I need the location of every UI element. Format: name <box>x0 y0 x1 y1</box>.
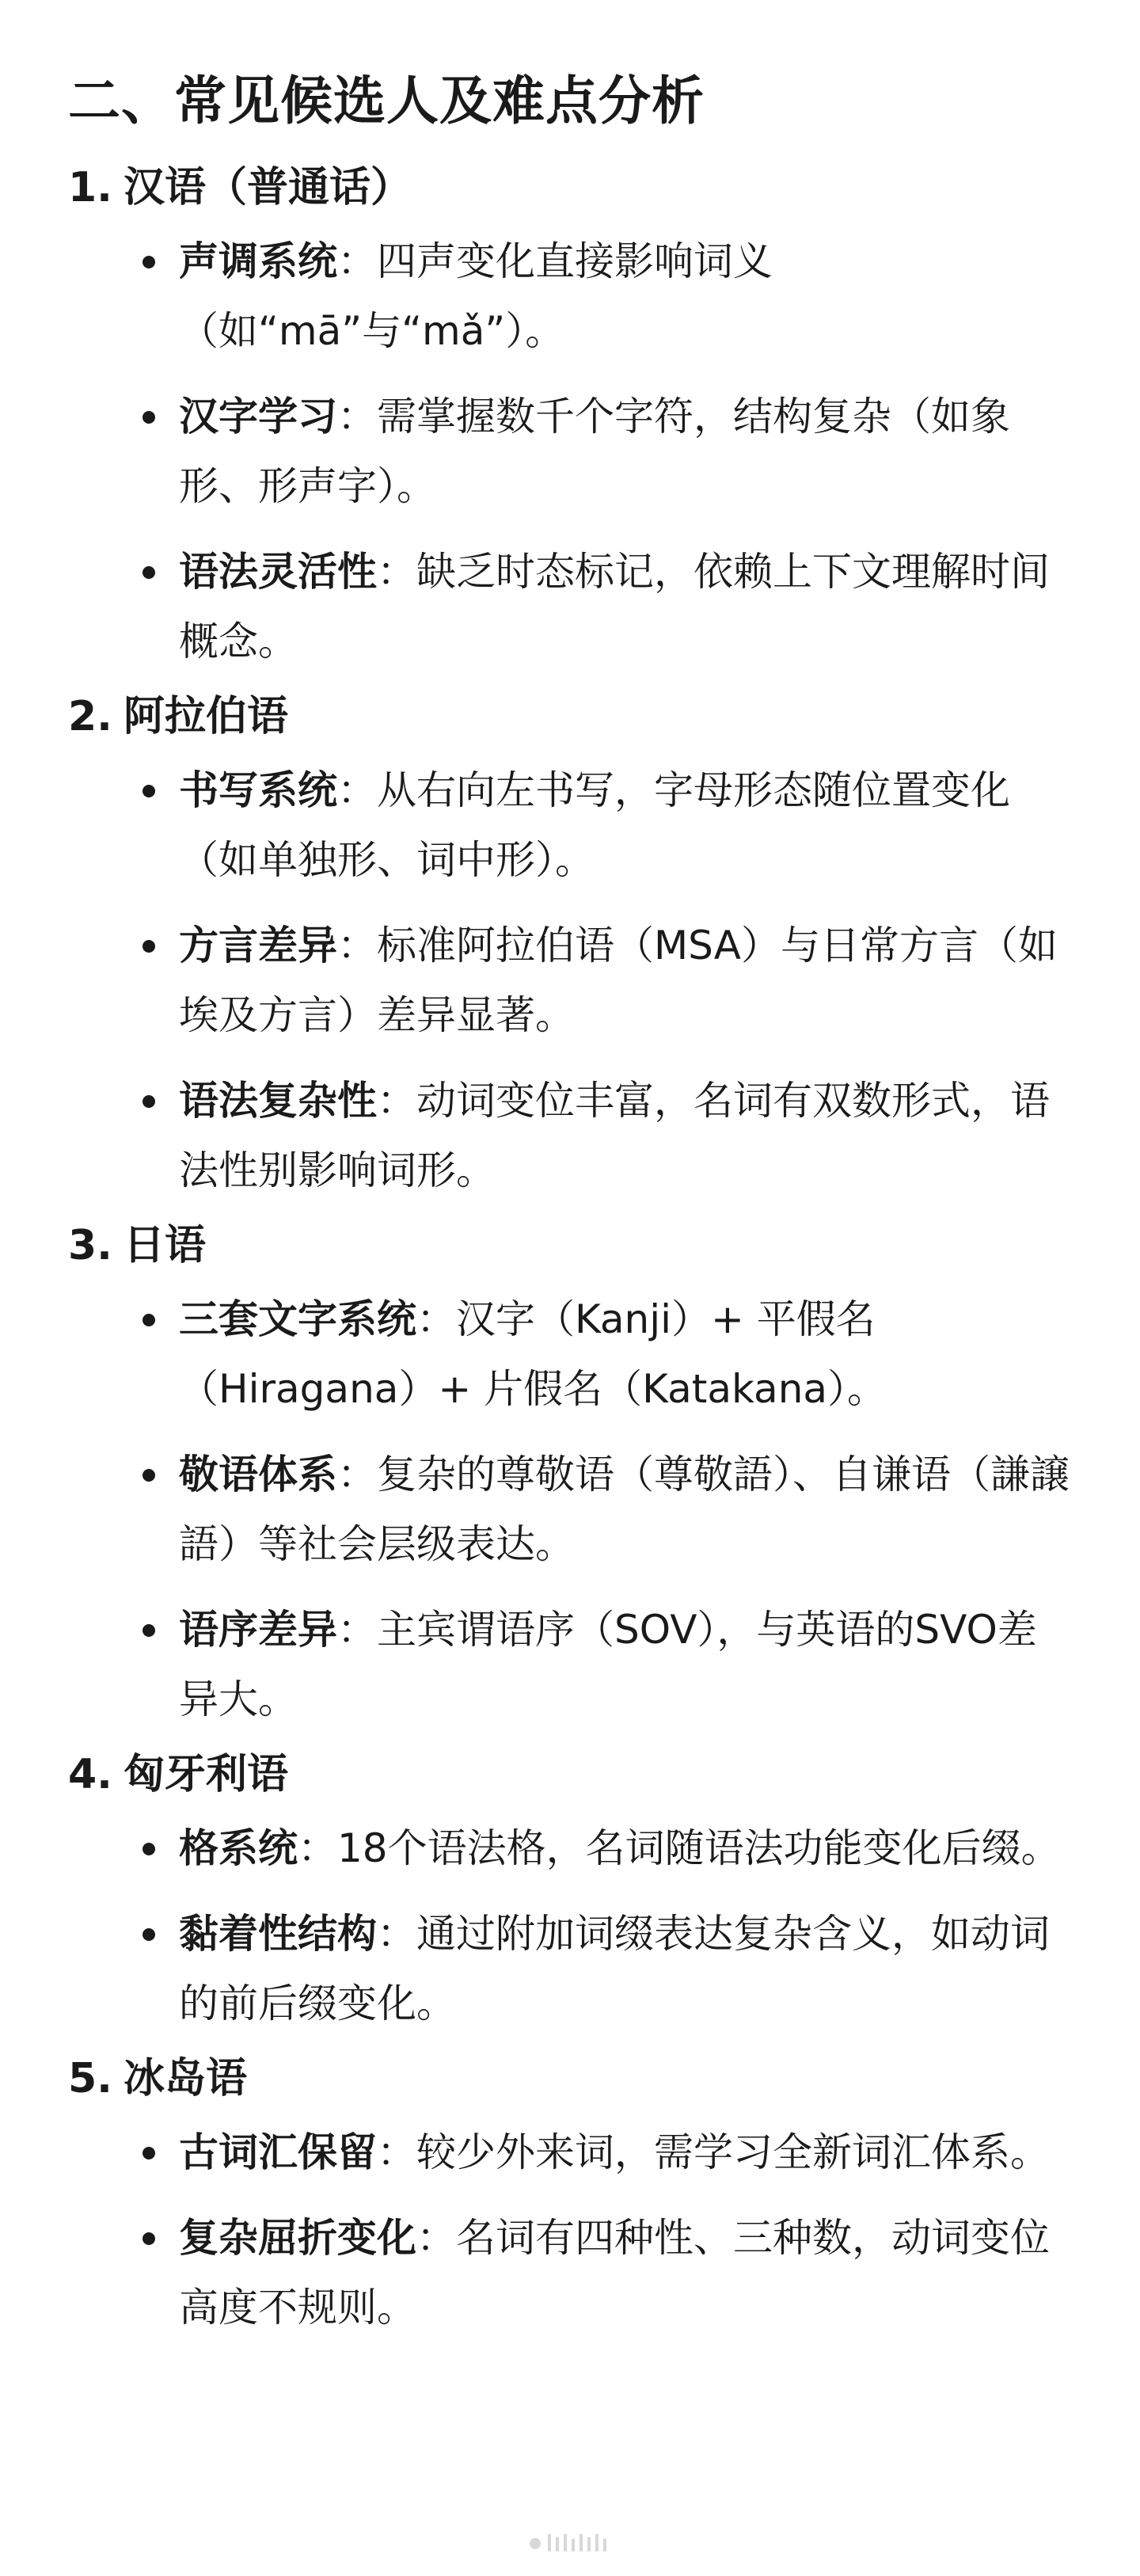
list-item <box>179 226 1074 366</box>
bullet-dot-icon <box>142 1314 155 1326</box>
item-text: 通过附加词缀表达复杂含义，如动词的前后缀变化。 <box>179 1911 1050 2026</box>
item-text: 从右向左书写，字母形态随位置变化（如单独形、词中形）。 <box>179 767 1010 883</box>
item-separator: ： <box>377 1078 416 1124</box>
item-separator: ： <box>377 2129 416 2175</box>
page-title: 二、常见候选人及难点分析 <box>68 70 705 131</box>
item-separator: ： <box>416 2215 456 2261</box>
section-number: 5. <box>68 2055 112 2102</box>
bullet-dot-icon <box>142 2147 155 2159</box>
item-text: 动词变位丰富，名词有双数形式，语法性别影响词形。 <box>179 1078 1050 1193</box>
item-term: 书写系统 <box>179 767 337 813</box>
item-text: 汉字（Kanji）+ 平假名（Hiragana）+ 片假名（Katakana）。 <box>179 1296 887 1412</box>
bullet-list <box>68 1813 1074 2038</box>
item-separator: ： <box>337 238 377 284</box>
section-number: 1. <box>68 164 112 211</box>
list-item <box>179 1440 1074 1579</box>
bullet-dot-icon <box>142 1469 155 1482</box>
item-text: 标准阿拉伯语（MSA）与日常方言（如埃及方言）差异显著。 <box>179 923 1058 1038</box>
item-term: 敬语体系 <box>179 1452 337 1497</box>
list-item <box>179 1813 1074 1883</box>
section-title: 冰岛语 <box>124 2055 248 2102</box>
bullet-dot-icon <box>142 2232 155 2245</box>
bullet-list <box>68 1284 1074 1734</box>
section-number: 4. <box>68 1751 112 1798</box>
item-term: 古词汇保留 <box>179 2129 377 2175</box>
item-separator: ： <box>298 1825 337 1871</box>
section-title: 匈牙利语 <box>124 1751 289 1798</box>
bullet-dot-icon <box>142 1843 155 1855</box>
section-1 <box>68 149 1074 676</box>
bullet-list <box>68 226 1074 676</box>
section-title: 日语 <box>124 1222 207 1269</box>
section-4 <box>68 1736 1074 2038</box>
section-heading <box>68 678 1074 755</box>
item-term: 语法灵活性 <box>179 549 377 595</box>
item-text: 复杂的尊敬语（尊敬語）、自谦语（謙譲語）等社会层级表达。 <box>179 1452 1070 1567</box>
item-term: 三套文字系统 <box>179 1296 416 1342</box>
section-5 <box>68 2040 1074 2342</box>
item-term: 复杂屈折变化 <box>179 2215 416 2261</box>
list-item <box>179 1284 1074 1424</box>
section-title: 阿拉伯语 <box>124 693 289 740</box>
item-separator: ： <box>377 549 416 595</box>
bullet-dot-icon <box>142 256 155 268</box>
item-separator: ： <box>337 923 377 968</box>
bullet-dot-icon <box>142 411 155 424</box>
list-item <box>179 1066 1074 1205</box>
item-term: 语法复杂性 <box>179 1078 377 1124</box>
item-text: 18个语法格，名词随语法功能变化后缀。 <box>337 1825 1061 1871</box>
list-item <box>179 382 1074 521</box>
list-item <box>179 2203 1074 2342</box>
bullet-dot-icon <box>142 1095 155 1108</box>
section-2 <box>68 678 1074 1205</box>
item-term: 语序差异 <box>179 1607 337 1653</box>
item-text: 需掌握数千个字符，结构复杂（如象形、形声字）。 <box>179 394 1010 509</box>
bullet-list <box>68 2117 1074 2342</box>
list-item <box>179 537 1074 676</box>
list-item <box>179 1899 1074 2038</box>
bullet-dot-icon <box>142 566 155 579</box>
item-term: 汉字学习 <box>179 394 337 439</box>
bullet-dot-icon <box>142 940 155 953</box>
list-item <box>179 1595 1074 1734</box>
section-3 <box>68 1207 1074 1734</box>
bullet-list <box>68 755 1074 1205</box>
item-text: 缺乏时态标记，依赖上下文理解时间概念。 <box>179 549 1050 664</box>
item-separator: ： <box>337 1607 377 1653</box>
section-number: 3. <box>68 1222 112 1269</box>
bullet-dot-icon <box>142 1624 155 1637</box>
item-separator: ： <box>337 394 377 439</box>
item-term: 格系统 <box>179 1825 298 1871</box>
item-separator: ： <box>377 1911 416 1957</box>
item-term: 黏着性结构 <box>179 1911 377 1957</box>
section-heading <box>68 1207 1074 1284</box>
bullet-dot-icon <box>142 1928 155 1941</box>
item-text: 四声变化直接影响词义（如“mā”与“mǎ”）。 <box>179 238 773 354</box>
section-title: 汉语（普通话） <box>124 164 412 211</box>
watermark-logo <box>524 2526 643 2558</box>
list-item <box>179 911 1074 1050</box>
section-heading <box>68 1736 1074 1813</box>
list-item <box>179 2117 1074 2187</box>
item-separator: ： <box>416 1296 456 1342</box>
item-separator: ： <box>337 767 377 813</box>
section-heading <box>68 149 1074 226</box>
item-text: 较少外来词，需学习全新词汇体系。 <box>416 2129 1050 2175</box>
item-separator: ： <box>337 1452 377 1497</box>
item-term: 声调系统 <box>179 238 337 284</box>
bullet-dot-icon <box>142 785 155 797</box>
list-item <box>179 755 1074 895</box>
section-list <box>68 149 1074 2342</box>
section-heading <box>68 2040 1074 2117</box>
section-number: 2. <box>68 693 112 740</box>
item-text: 主宾谓语序（SOV），与英语的SVO差异大。 <box>179 1607 1037 1722</box>
item-text: 名词有四种性、三种数，动词变位高度不规则。 <box>179 2215 1050 2331</box>
item-term: 方言差异 <box>179 923 337 968</box>
